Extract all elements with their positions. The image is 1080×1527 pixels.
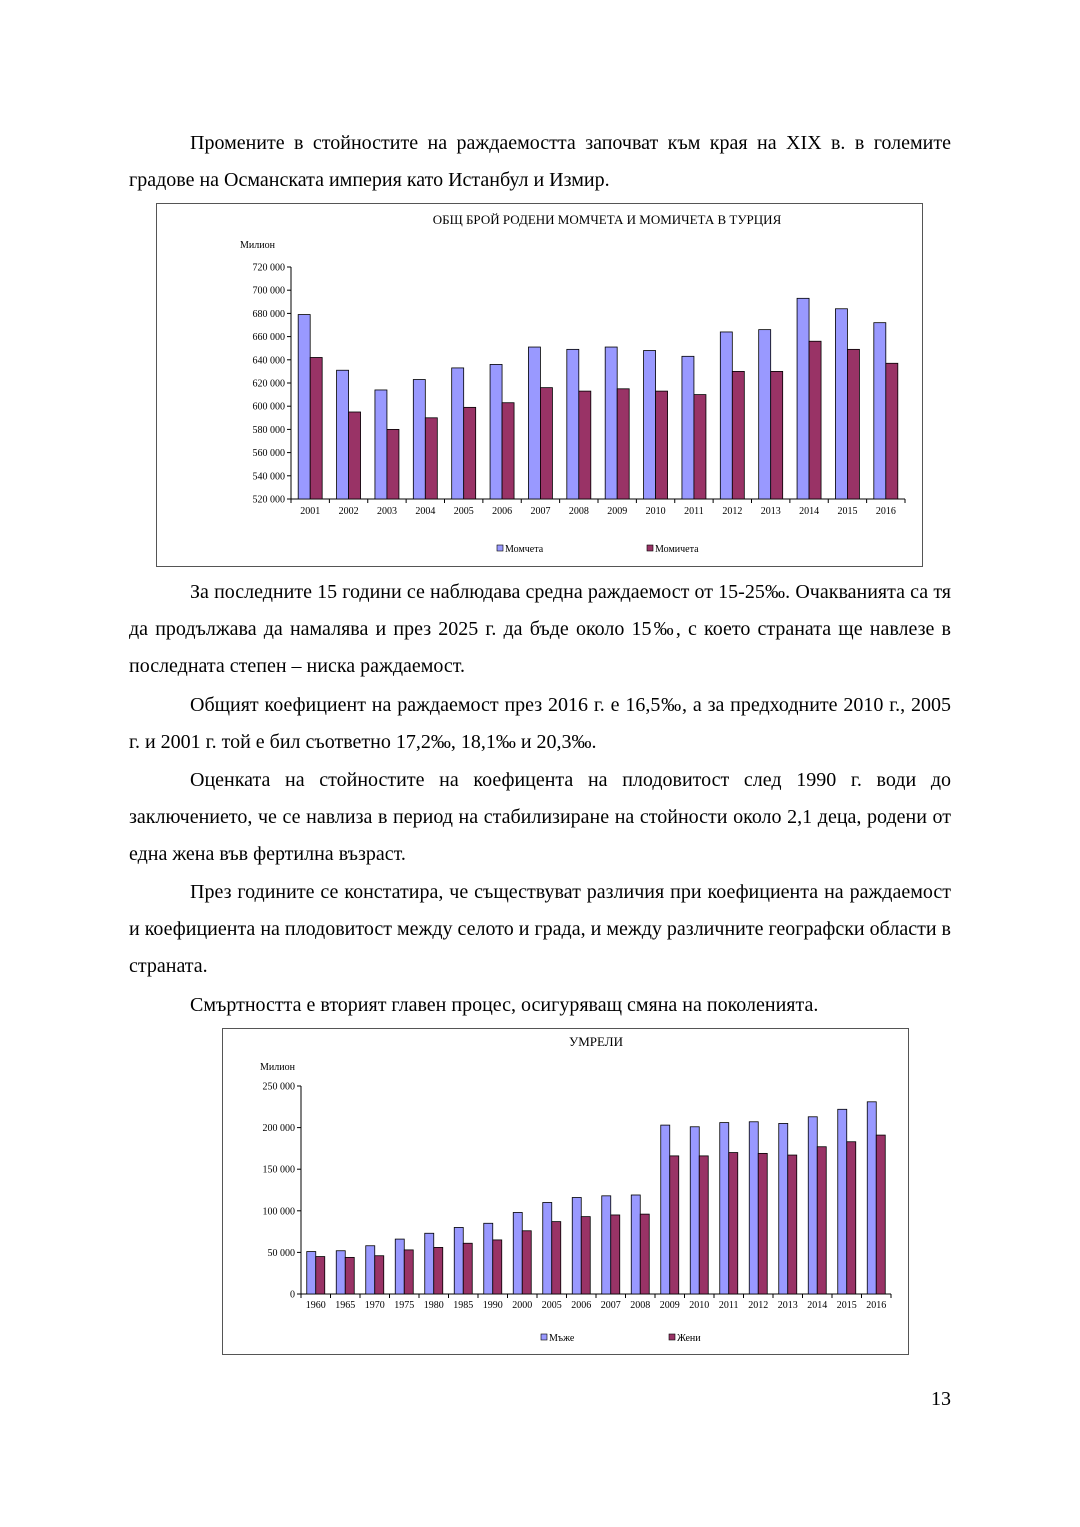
deaths-bar-Мъже: [366, 1246, 375, 1294]
births-x-tick-label: 2001: [300, 506, 321, 517]
deaths-x-tick-label: 1980: [423, 1300, 444, 1311]
births-y-tick-label: 620 000: [252, 378, 285, 390]
births-bar-Момичета: [310, 357, 322, 499]
deaths-x-tick-label: 2012: [748, 1300, 769, 1311]
deaths-bar-Мъже: [661, 1125, 670, 1294]
deaths-y-tick-label: 0: [290, 1289, 295, 1301]
births-x-tick-label: 2016: [875, 506, 896, 517]
deaths-legend-label-2: Жени: [677, 1333, 701, 1344]
births-bar-Момичета: [464, 407, 476, 499]
deaths-x-tick-label: 2005: [541, 1300, 562, 1311]
deaths-bar-Мъже: [543, 1202, 552, 1294]
deaths-bar-Жени: [758, 1153, 767, 1294]
births-bar-Момчета: [835, 309, 847, 499]
births-bar-Момичета: [617, 389, 629, 499]
births-legend-swatch-2: [647, 545, 653, 551]
deaths-x-tick-label: 2006: [571, 1300, 592, 1311]
deaths-y-tick-label: 150 000: [262, 1164, 295, 1176]
deaths-bar-Мъже: [425, 1233, 434, 1294]
births-y-tick-label: 580 000: [252, 424, 285, 436]
deaths-x-tick-label: 1965: [335, 1300, 356, 1311]
deaths-bar-Мъже: [484, 1223, 493, 1294]
deaths-y-tick-label: 100 000: [262, 1206, 295, 1218]
deaths-chart-svg: [223, 1029, 910, 1356]
deaths-bar-Жени: [817, 1147, 826, 1294]
births-x-tick-label: 2006: [492, 506, 513, 517]
births-y-tick-label: 680 000: [252, 308, 285, 320]
births-bar-Момчета: [490, 364, 502, 499]
deaths-bar-Мъже: [454, 1227, 463, 1294]
deaths-legend-swatch-2: [669, 1334, 675, 1340]
births-bar-Момчета: [567, 349, 579, 499]
deaths-x-tick-label: 1970: [364, 1300, 385, 1311]
paragraph-4: Оценката на стойностите на коефицента на плодовитост след 1990 г. води до заключението, че се навлиза в период на стабилизиране на стойности около 2,1 деца, родени от една жена във фертилна възраст.: [129, 769, 951, 865]
deaths-bar-Жени: [611, 1215, 620, 1294]
births-bar-Момичета: [847, 349, 859, 499]
paragraph-3: Общият коефициент на раждаемост през 2016 г. е 16,5‰, а за предходните 2010 г., 2005 г. и 2001 г. той е бил съответно 17,2‰, 18,1‰ и 20,3‰.: [129, 694, 951, 753]
paragraph-1: Промените в стойностите на раждаемостта започват към края на XIX в. в големите градове на Османската империя като Истанбул и Измир.: [129, 132, 951, 191]
births-bar-Момичета: [656, 391, 668, 499]
births-x-tick-label: 2015: [837, 506, 858, 517]
deaths-x-tick-label: 1960: [305, 1300, 326, 1311]
births-bar-Момчета: [298, 315, 310, 499]
births-x-tick-label: 2010: [645, 506, 666, 517]
deaths-bar-Жени: [404, 1250, 413, 1294]
births-bar-Момичета: [694, 395, 706, 499]
births-y-tick-label: 600 000: [252, 401, 285, 413]
births-y-tick-label: 720 000: [252, 262, 285, 274]
paragraph-6: Смъртността е вторият главен процес, осигуряващ смяна на поколенията.: [190, 994, 819, 1016]
births-x-tick-label: 2014: [799, 506, 820, 517]
births-x-tick-label: 2012: [722, 506, 743, 517]
deaths-x-tick-label: 2007: [600, 1300, 621, 1311]
births-bar-Момичета: [771, 371, 783, 499]
births-bar-Момчета: [528, 347, 540, 499]
births-x-tick-label: 2005: [453, 506, 474, 517]
deaths-bar-Мъже: [572, 1197, 581, 1294]
deaths-bar-Мъже: [395, 1239, 404, 1294]
deaths-x-tick-label: 1985: [453, 1300, 474, 1311]
births-bar-Момчета: [644, 351, 656, 499]
births-x-tick-label: 2004: [415, 506, 436, 517]
deaths-bar-Жени: [581, 1217, 590, 1294]
deaths-bar-Жени: [847, 1142, 856, 1294]
deaths-x-tick-label: 2011: [718, 1300, 739, 1311]
births-y-axis-label: Милион: [240, 240, 275, 251]
deaths-bar-Мъже: [808, 1117, 817, 1294]
births-bar-Момчета: [720, 332, 732, 499]
births-y-tick-label: 660 000: [252, 332, 285, 344]
births-title: ОБЩ БРОЙ РОДЕНИ МОМЧЕТА И МОМИЧЕТА В ТУРЦИЯ: [432, 212, 782, 227]
births-bar-Момчета: [452, 368, 464, 499]
births-bar-Момичета: [349, 412, 361, 499]
deaths-x-tick-label: 2013: [777, 1300, 798, 1311]
deaths-bar-Жени: [670, 1156, 679, 1294]
deaths-bar-Мъже: [867, 1102, 876, 1294]
deaths-bar-Мъже: [336, 1251, 345, 1294]
deaths-legend-swatch-1: [541, 1334, 547, 1340]
deaths-chart: [222, 1028, 909, 1355]
deaths-x-tick-label: 2010: [689, 1300, 710, 1311]
deaths-bar-Жени: [522, 1231, 531, 1294]
deaths-bar-Жени: [434, 1247, 443, 1294]
births-chart-svg: [157, 204, 924, 568]
births-legend-label-2: Момичета: [655, 544, 699, 555]
births-chart: [156, 203, 923, 567]
births-y-tick-label: 640 000: [252, 355, 285, 367]
deaths-bar-Жени: [699, 1156, 708, 1294]
page-number: 13: [931, 1388, 951, 1410]
paragraph-2: За последните 15 години се наблюдава средна раждаемост от 15-25‰. Очакванията са тя да продължава да намалява и през 2025 г. да бъде около 15‰, с което страната ще навлезе в последната степен – ниска раждаемост.: [129, 581, 951, 677]
births-x-tick-label: 2008: [568, 506, 589, 517]
deaths-legend-label-1: Мъже: [549, 1333, 575, 1344]
births-x-tick-label: 2011: [684, 506, 704, 517]
deaths-bar-Мъже: [690, 1127, 699, 1294]
paragraph-5: През годините се констатира, че съществуват различия при коефициента на раждаемост и коефициента на плодовитост между селото и града, и между различните географски области в страната.: [129, 881, 951, 977]
deaths-bar-Мъже: [749, 1122, 758, 1294]
deaths-bar-Жени: [640, 1214, 649, 1294]
births-bar-Момчета: [375, 390, 387, 499]
deaths-x-tick-label: 2009: [659, 1300, 680, 1311]
births-x-tick-label: 2002: [338, 506, 359, 517]
deaths-bar-Жени: [345, 1257, 354, 1294]
births-bar-Момичета: [387, 429, 399, 499]
births-bar-Момичета: [732, 371, 744, 499]
births-bar-Момичета: [579, 391, 591, 499]
births-bar-Момичета: [809, 341, 821, 499]
births-bar-Момичета: [540, 388, 552, 499]
births-bar-Момичета: [502, 403, 514, 499]
deaths-y-tick-label: 200 000: [262, 1123, 295, 1135]
births-bar-Момчета: [682, 356, 694, 499]
deaths-title: УМРЕЛИ: [569, 1034, 623, 1049]
deaths-bar-Жени: [463, 1243, 472, 1294]
deaths-x-tick-label: 2008: [630, 1300, 651, 1311]
births-bar-Момичета: [886, 363, 898, 499]
deaths-bar-Мъже: [602, 1196, 611, 1294]
births-y-tick-label: 540 000: [252, 471, 285, 483]
births-bar-Момчета: [337, 370, 349, 499]
deaths-bar-Жени: [375, 1256, 384, 1294]
deaths-y-tick-label: 50 000: [267, 1247, 295, 1259]
births-y-tick-label: 520 000: [252, 494, 285, 506]
deaths-y-axis-label: Милион: [260, 1062, 295, 1073]
deaths-x-tick-label: 2000: [512, 1300, 533, 1311]
deaths-bar-Жени: [876, 1135, 885, 1294]
deaths-bar-Мъже: [720, 1123, 729, 1294]
births-bar-Момчета: [759, 330, 771, 499]
deaths-bar-Жени: [316, 1257, 325, 1294]
deaths-x-tick-label: 2016: [866, 1300, 887, 1311]
births-bar-Момчета: [413, 380, 425, 499]
deaths-bar-Мъже: [307, 1252, 316, 1294]
births-bar-Момичета: [425, 418, 437, 499]
deaths-bar-Жени: [788, 1155, 797, 1294]
births-x-tick-label: 2013: [760, 506, 781, 517]
deaths-bar-Мъже: [513, 1212, 522, 1294]
deaths-bar-Жени: [493, 1240, 502, 1294]
births-bar-Момчета: [797, 298, 809, 499]
births-y-tick-label: 560 000: [252, 448, 285, 460]
births-x-tick-label: 2007: [530, 506, 551, 517]
deaths-bar-Жени: [552, 1222, 561, 1294]
deaths-x-tick-label: 2015: [836, 1300, 857, 1311]
deaths-y-tick-label: 250 000: [262, 1081, 295, 1093]
births-x-tick-label: 2009: [607, 506, 628, 517]
births-x-tick-label: 2003: [376, 506, 397, 517]
births-legend-label-1: Момчета: [505, 544, 544, 555]
births-bar-Момчета: [605, 347, 617, 499]
deaths-x-tick-label: 2014: [807, 1300, 828, 1311]
deaths-bar-Жени: [729, 1153, 738, 1294]
deaths-bar-Мъже: [779, 1123, 788, 1294]
births-bar-Момчета: [874, 323, 886, 499]
deaths-x-tick-label: 1990: [482, 1300, 503, 1311]
births-y-tick-label: 700 000: [252, 285, 285, 297]
births-legend-swatch-1: [497, 545, 503, 551]
deaths-bar-Мъже: [631, 1195, 640, 1294]
deaths-x-tick-label: 1975: [394, 1300, 415, 1311]
deaths-bar-Мъже: [838, 1109, 847, 1294]
